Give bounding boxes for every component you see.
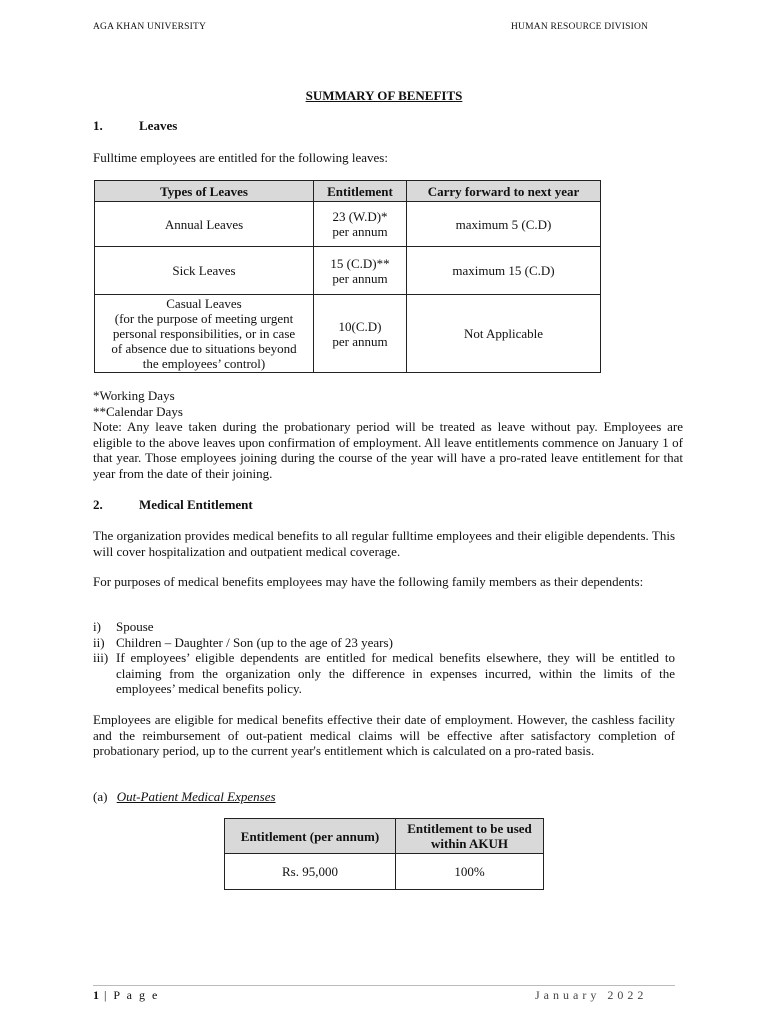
outpatient-col-akuh: Entitlement to be used within AKUH <box>396 819 544 854</box>
table-row <box>95 295 601 373</box>
list-text: Children – Daughter / Son (up to the age of 23 years) <box>116 634 393 650</box>
list-item <box>93 619 675 635</box>
footer-date: January 2022 <box>535 988 648 1002</box>
leave-type: Sick Leaves <box>95 247 314 295</box>
outpatient-amount: Rs. 95,000 <box>225 854 396 890</box>
page-number: 1 <box>93 988 99 1002</box>
subsection-label: Out-Patient Medical Expenses <box>116 789 276 804</box>
leave-type-line: of absence due to situations beyond <box>111 341 297 356</box>
footer-page <box>93 988 159 1003</box>
list-marker: ii) <box>93 634 105 650</box>
leaves-col-carry: Carry forward to next year <box>407 181 601 202</box>
leaves-table <box>94 180 601 373</box>
outpatient-table-header <box>225 819 544 854</box>
footnote-calendar-days: **Calendar Days <box>93 403 183 419</box>
entitlement-period: per annum <box>332 270 388 286</box>
leave-carry-forward: Not Applicable <box>407 295 601 373</box>
list-text: If employees’ eligible dependents are entitled for medical benefits elsewhere, they will be entitled to claiming from the organization only the difference in expenses incurred, within the limits of the employees’ medical benefits policy. <box>116 650 675 696</box>
leave-type-line: personal responsibilities, or in case <box>112 326 296 341</box>
footnote-working-days: *Working Days <box>93 388 175 403</box>
medical-intro: The organization provides medical benefits to all regular fulltime employees and their eligible dependents. This will cover hospitalization and outpatient medical coverage. <box>93 528 675 559</box>
entitlement-period: per annum <box>332 333 388 349</box>
leaves-table-header <box>95 181 601 202</box>
entitlement-days: 15 (C.D)** <box>330 255 390 271</box>
entitlement-period: per annum <box>332 224 388 239</box>
leaves-col-entitlement: Entitlement <box>314 181 407 202</box>
outpatient-percent: 100% <box>396 854 544 890</box>
leave-entitlement <box>314 247 407 295</box>
table-row <box>95 247 601 295</box>
list-marker: i) <box>93 619 101 634</box>
header-division: HUMAN RESOURCE DIVISION <box>511 22 649 32</box>
list-item <box>93 635 675 651</box>
dependents-intro: For purposes of medical benefits employees may have the following family members as their dependents: <box>93 574 644 589</box>
leave-entitlement <box>314 202 407 247</box>
outpatient-col-entitlement: Entitlement (per annum) <box>225 819 396 854</box>
table-row <box>95 202 601 247</box>
outpatient-table <box>224 818 544 890</box>
leave-carry-forward: maximum 15 (C.D) <box>407 247 601 295</box>
entitlement-days: 10(C.D) <box>338 318 382 334</box>
leaves-notes <box>93 388 683 481</box>
eligibility-paragraph: Employees are eligible for medical benefits effective their date of employment. However, the cashless facility and the reimbursement of out-patient medical claims will be effective after satisfactory completion of probationary period, up to the current year's entitlement which is calculated on a pro-rated basis. <box>93 712 675 758</box>
leave-type-line: the employees’ control) <box>142 356 266 371</box>
list-marker: iii) <box>93 650 109 665</box>
entitlement-days: 23 (W.D)* <box>332 209 388 224</box>
leave-carry-forward: maximum 5 (C.D) <box>407 202 601 247</box>
leave-type <box>95 295 314 373</box>
page-label: | P a g e <box>104 988 160 1002</box>
page-title: SUMMARY OF BENEFITS <box>305 88 463 103</box>
leave-type: Annual Leaves <box>95 202 314 247</box>
leaves-intro: Fulltime employees are entitled for the following leaves: <box>93 150 388 165</box>
section-2-number: 2. <box>93 497 103 512</box>
list-item <box>93 650 675 697</box>
leave-type-line: Casual Leaves <box>166 296 242 311</box>
leaves-note: Note: Any leave taken during the probationary period will be treated as leave without pay. Employees are eligible to the above leaves upon confirmation of employment. All leave entitlements commence on January 1 of that year. Those employees joining during the course of the year will have a pro-rated leave entitlement for that year from the date of their joining. <box>93 419 683 481</box>
section-2-title: Medical Entitlement <box>139 497 253 512</box>
section-1-number: 1. <box>93 118 103 133</box>
subsection-prefix: (a) <box>93 789 108 804</box>
footer-divider <box>93 985 675 986</box>
table-row <box>225 854 544 890</box>
section-1-title: Leaves <box>139 118 178 133</box>
header-organization: AGA KHAN UNIVERSITY <box>93 22 207 32</box>
dependents-list <box>93 619 675 697</box>
leave-entitlement <box>314 295 407 373</box>
subsection-outpatient <box>93 789 276 805</box>
leave-type-line: (for the purpose of meeting urgent <box>114 311 294 326</box>
list-text: Spouse <box>116 619 154 634</box>
leaves-col-type: Types of Leaves <box>95 181 314 202</box>
